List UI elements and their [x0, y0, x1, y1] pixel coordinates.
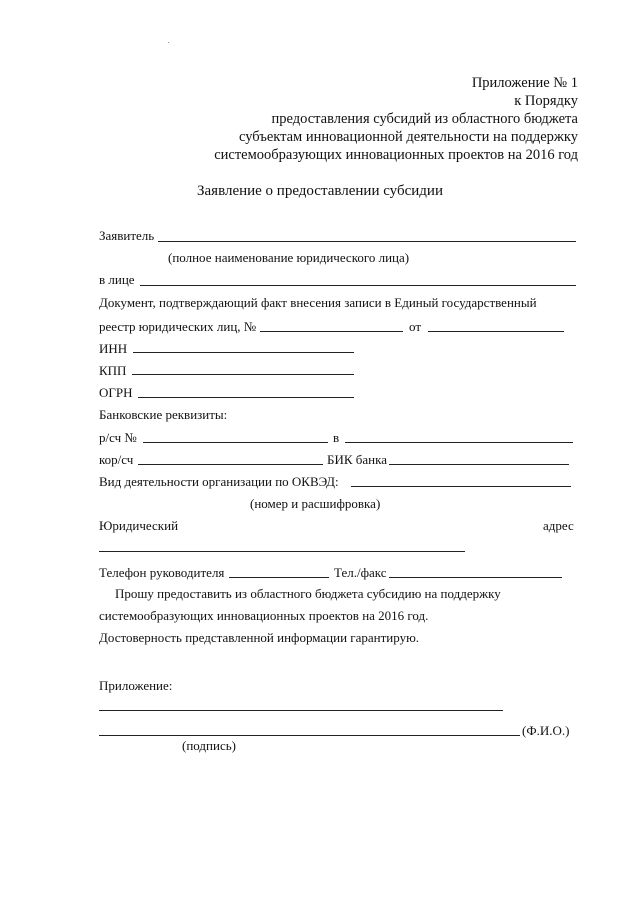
appendix-number: Приложение № 1 — [471, 75, 578, 91]
appendix-line-subsidies: предоставления субсидий из областного бюджета — [271, 111, 578, 127]
registry-date-label: от — [409, 319, 422, 334]
person-label: в лице — [99, 272, 135, 287]
inn-field[interactable] — [133, 352, 354, 353]
request-text-line1: Прошу предоставить из областного бюджета субсидию на поддержку — [115, 586, 501, 601]
okved-hint: (номер и расшифровка) — [250, 496, 381, 511]
applicant-label: Заявитель — [99, 228, 155, 243]
registry-date-field[interactable] — [428, 331, 564, 332]
attachment-field[interactable] — [99, 710, 503, 711]
request-text-line2: системообразующих инновационных проектов на 2016 год. — [99, 608, 429, 623]
signature-field[interactable] — [99, 735, 520, 736]
page-title: Заявление о предоставлении субсидии — [197, 183, 443, 199]
document-text: Документ, подтверждающий факт внесения записи в Единый государственный — [99, 295, 537, 310]
appendix-procedure: к Порядку — [514, 93, 578, 109]
corr-account-label: кор/сч — [99, 452, 134, 467]
address-label: адрес — [543, 518, 574, 533]
legal-address-field[interactable] — [99, 551, 465, 552]
legal-label: Юридический — [99, 518, 179, 533]
okved-label: Вид деятельности организации по ОКВЭД: — [99, 474, 339, 489]
bank-name-field[interactable] — [345, 442, 573, 443]
phone-fax-label: Тел./факс — [334, 565, 387, 580]
registry-number-field[interactable] — [260, 331, 403, 332]
applicant-field[interactable] — [158, 241, 576, 242]
ogrn-field[interactable] — [138, 397, 354, 398]
applicant-hint: (полное наименование юридического лица) — [168, 250, 410, 265]
ogrn-label: ОГРН — [99, 385, 133, 400]
account-label: р/сч № — [99, 430, 137, 445]
appendix-line-subjects: субъектам инновационной деятельности на поддержку — [239, 129, 578, 145]
okved-field[interactable] — [351, 486, 571, 487]
bank-name-label: в — [333, 430, 340, 445]
attachment-label: Приложение: — [99, 678, 173, 693]
fio-label: (Ф.И.О.) — [522, 723, 570, 738]
scan-speck — [168, 42, 169, 43]
account-field[interactable] — [143, 442, 328, 443]
kpp-label: КПП — [99, 363, 127, 378]
bik-field[interactable] — [389, 464, 569, 465]
manager-phone-label: Телефон руководителя — [99, 565, 225, 580]
bank-details-label: Банковские реквизиты: — [99, 407, 228, 422]
appendix-line-projects: системообразующих инновационных проектов на 2016 год — [214, 147, 578, 163]
manager-phone-field[interactable] — [229, 577, 329, 578]
person-field[interactable] — [140, 285, 576, 286]
registry-label: реестр юридических лиц, № — [99, 319, 257, 334]
guarantee-text: Достоверность представленной информации гарантирую. — [99, 630, 420, 645]
phone-fax-field[interactable] — [389, 577, 562, 578]
corr-account-field[interactable] — [138, 464, 323, 465]
bik-label: БИК банка — [327, 452, 388, 467]
kpp-field[interactable] — [132, 374, 354, 375]
signature-label: (подпись) — [182, 738, 236, 753]
inn-label: ИНН — [99, 341, 128, 356]
